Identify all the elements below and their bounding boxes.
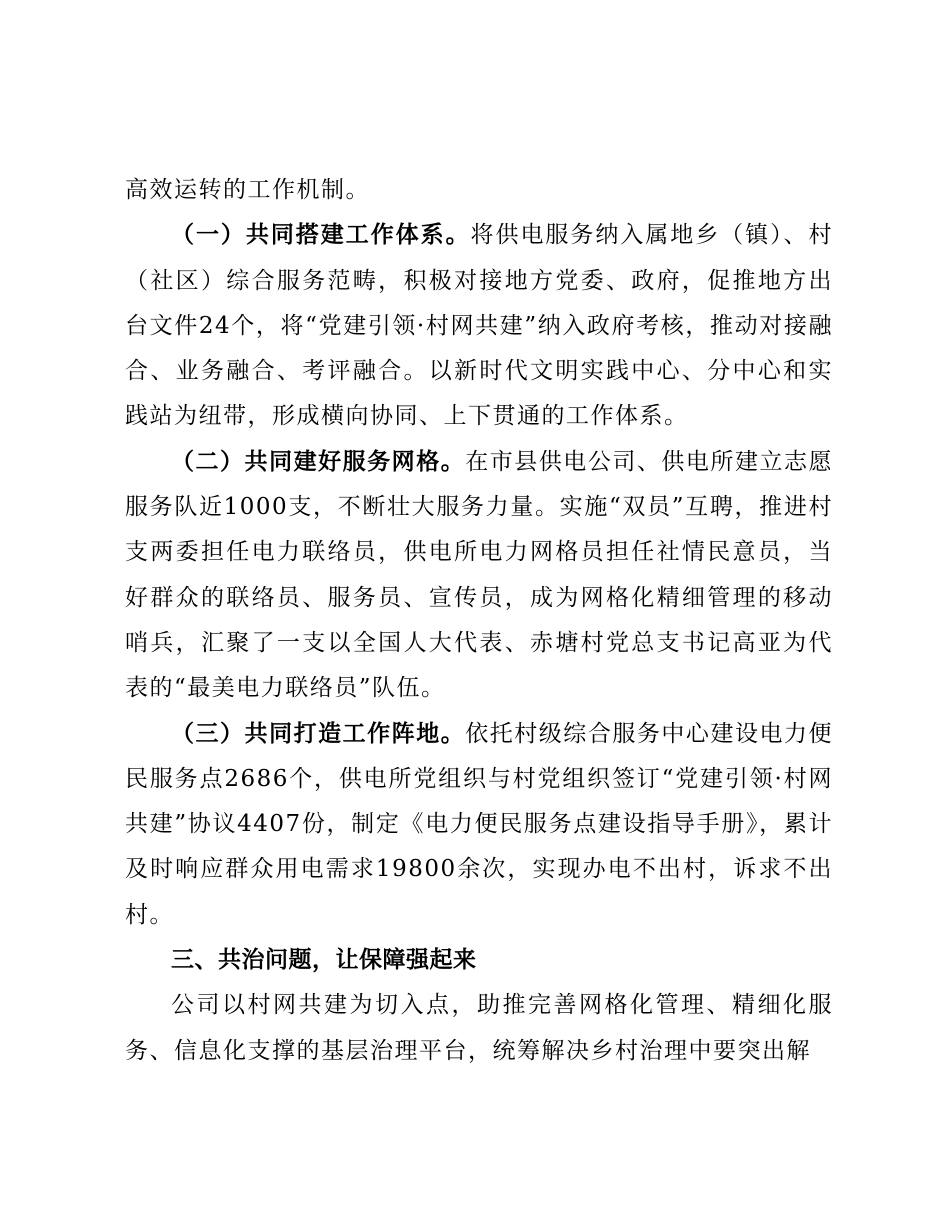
item-2-body: 在市县供电公司、供电所建立志愿服务队近1000支，不断壮大服务力量。实施“双员”互聘，推进村支两委担任电力联络员，供电所电力网格员担任社情民意员，当好群众的联络员、服务员、宣传员，成为网格化精细管理的移动哨兵，汇聚了一支以全国人大代表、赤塘村党总支书记高亚为代表的“最美电力联络员”队伍。 bbox=[125, 448, 834, 702]
paragraph-item-1 bbox=[125, 213, 833, 439]
paragraph-item-3 bbox=[125, 712, 833, 938]
item-2-heading: （二）共同建好服务网格。 bbox=[171, 448, 466, 475]
item-3-heading: （三）共同打造工作阵地。 bbox=[171, 720, 466, 747]
continuation-paragraph: 高效运转的工作机制。 bbox=[125, 177, 370, 203]
section-3-heading: 三、共治问题，让保障强起来 bbox=[171, 947, 477, 974]
item-1-heading: （一）共同搭建工作体系。 bbox=[171, 222, 471, 249]
section-3-paragraph: 公司以村网共建为切入点，助推完善网格化管理、精细化服务、信息化支撑的基层治理平台，统筹解决乡村治理中要突出解 bbox=[125, 992, 833, 1064]
item-3-body: 依托村级综合服务中心建设电力便民服务点2686个，供电所党组织与村党组织签订“党建引领·村网共建”协议4407份，制定《电力便民服务点建设指导手册》，累计及时响应群众用电需求19800余次，实现办电不出村，诉求不出村。 bbox=[125, 720, 834, 928]
item-1-body: 将供电服务纳入属地乡（镇）、村（社区）综合服务范畴，积极对接地方党委、政府，促推地方出台文件24个，将“党建引领·村网共建”纳入政府考核，推动对接融合、业务融合、考评融合。以新时代文明实践中心、分中心和实践站为纽带，形成横向协同、上下贯通的工作体系。 bbox=[125, 222, 834, 430]
paragraph-item-2 bbox=[125, 440, 833, 712]
document-body bbox=[125, 168, 833, 1074]
